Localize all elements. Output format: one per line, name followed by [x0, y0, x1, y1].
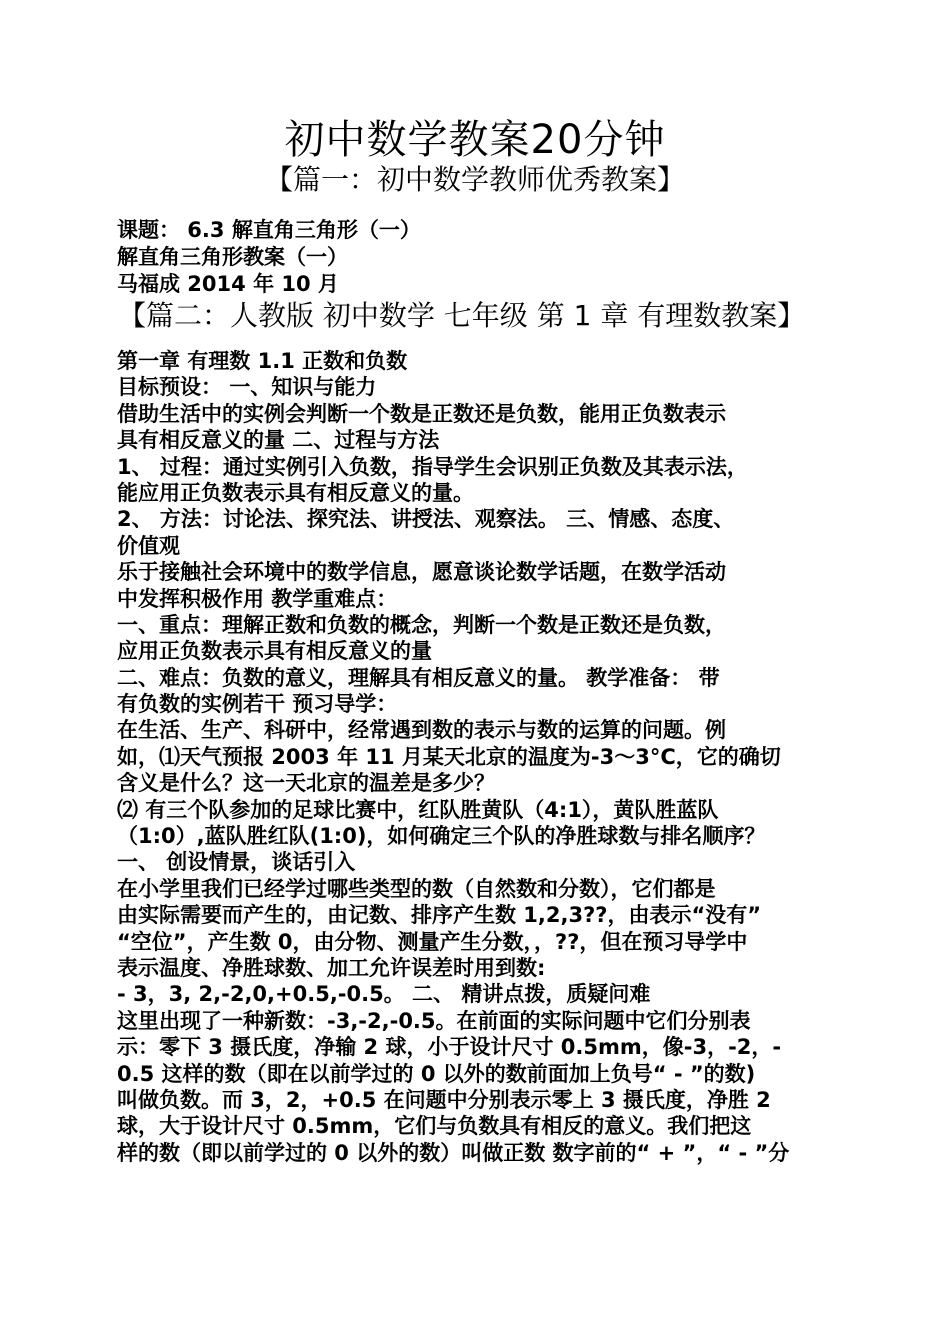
body-line: - 3，3, 2,-2,0,+0.5,-0.5。 二、 精讲点拨，质疑问难: [117, 982, 651, 1007]
body-line: 在小学里我们已经学过哪些类型的数（自然数和分数），它们都是: [117, 876, 716, 901]
body-text: [117, 348, 837, 1166]
body-line: 0.5 这样的数（即在以前学过的 0 以外的数前面加上负号“ - ”的数): [117, 1061, 756, 1086]
body-line: 这里出现了一种新数：-3,-2,-0.5。在前面的实际问题中它们分别表: [117, 1008, 751, 1033]
body-line: 示：零下 3 摄氏度，净输 2 球，小于设计尺寸 0.5mm，像-3，-2，-: [117, 1035, 782, 1060]
body-line: 如，⑴天气预报 2003 年 11 月某天北京的温度为-3～3°C，它的确切: [117, 744, 781, 769]
body-line: 在生活、生产、科研中，经常遇到数的表示与数的运算的问题。例: [117, 718, 726, 743]
body-line: 第一章 有理数 1.1 正数和负数: [117, 349, 408, 373]
body-line: 借助生活中的实例会判断一个数是正数还是负数，能用正负数表示: [117, 401, 726, 426]
body-line: 具有相反意义的量 二、过程与方法: [117, 428, 440, 453]
body-line: 二、难点：负数的意义，理解具有相反意义的量。 教学准备： 带: [117, 665, 720, 690]
body-line: ⑵ 有三个队参加的足球比赛中，红队胜黄队（4:1），黄队胜蓝队: [117, 797, 719, 822]
body-line: 1、 过程：通过实例引入负数，指导学生会识别正负数及其表示法，: [117, 454, 748, 479]
body-line: 能应用正负数表示具有相反意义的量。: [117, 480, 474, 505]
body-line: 乐于接触社会环境中的数学信息，愿意谈论数学话题，在数学活动: [117, 560, 726, 585]
body-line: 叫做负数。而 3，2，+0.5 在问题中分别表示零上 3 摄氏度，净胜 2: [117, 1087, 771, 1112]
lesson-topic: 课题： 6.3 解直角三角形（一）: [117, 218, 421, 242]
body-line: “空位”，产生数 0，由分物、测量产生分数，，??，但在预习导学中: [117, 929, 748, 954]
body-line: 有负数的实例若干 预习导学：: [117, 692, 398, 717]
section2-heading: 【篇二：人教版 初中数学 七年级 第 1 章 有理数教案】: [118, 299, 806, 332]
body-line: （1:0）,蓝队胜红队(1:0)，如何确定三个队的净胜球数与排名顺序？: [117, 824, 766, 849]
author-date: 马福成 2014 年 10 月: [117, 272, 339, 296]
body-line: 表示温度、净胜球数、加工允许误差时用到数:: [117, 955, 546, 980]
body-line: 一、 创设情景，谈话引入: [117, 850, 356, 875]
body-line: 应用正负数表示具有相反意义的量: [117, 639, 432, 664]
lesson-plan-title: 解直角三角形教案（一）: [117, 245, 348, 269]
section1-heading: 【篇一：初中数学教师优秀教案】: [264, 163, 685, 196]
body-line: 一、重点：理解正数和负数的概念，判断一个数是正数还是负数，: [117, 612, 726, 637]
body-line: 由实际需要而产生的，由记数、排序产生数 1,2,3??，由表示“没有”: [117, 903, 762, 928]
body-line: 目标预设： 一、知识与能力: [117, 375, 377, 400]
body-line: 样的数（即以前学过的 0 以外的数）叫做正数 数字前的“ + ”，“ - ”分: [117, 1140, 790, 1165]
body-line: 球，大于设计尺寸 0.5mm，它们与负数具有相反的意义。我们把这: [117, 1114, 752, 1139]
body-line: 价值观: [117, 533, 180, 558]
body-line: 含义是什么？这一天北京的温差是多少？: [117, 771, 495, 796]
document-title: 初中数学教案20分钟: [284, 117, 666, 163]
body-line: 2、 方法：讨论法、探究法、讲授法、观察法。 三、情感、态度、: [117, 507, 735, 532]
body-line: 中发挥积极作用 教学重难点：: [117, 586, 398, 611]
